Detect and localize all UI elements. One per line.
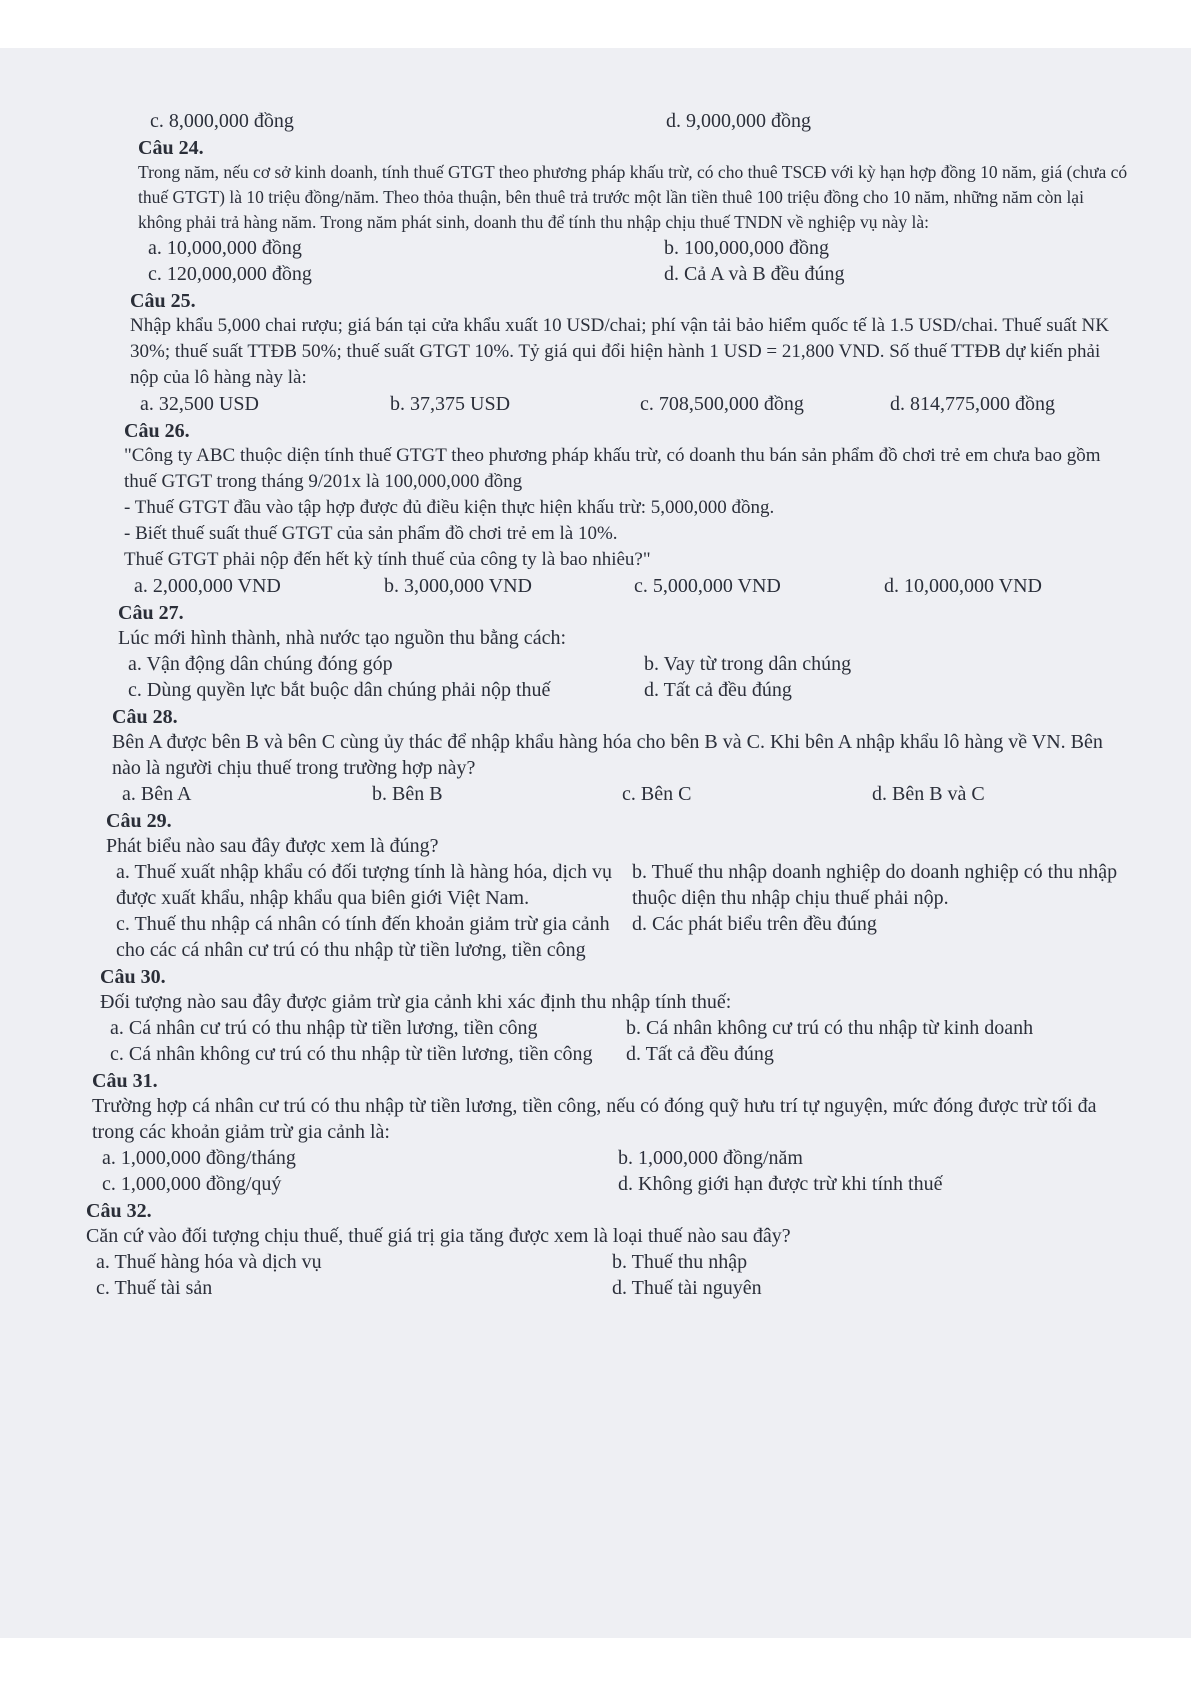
question-title: Câu 31. — [92, 1070, 158, 1092]
option-b: b. Vay từ trong dân chúng — [644, 653, 852, 675]
option-c: c. Dùng quyền lực bắt buộc dân chúng phải nộp thuế — [128, 679, 551, 701]
question-28 — [100, 705, 1130, 807]
question-detail-line: - Thuế GTGT đầu vào tập hợp được đủ điều kiện thực hiện khấu trừ: 5,000,000 đồng. — [124, 497, 775, 518]
options — [130, 391, 1130, 417]
option-c: c. 120,000,000 đồng — [148, 263, 312, 285]
option-b: b. Bên B — [372, 783, 443, 805]
options — [112, 781, 1130, 807]
options — [100, 1015, 1130, 1067]
question-26 — [100, 419, 1130, 599]
options — [92, 1145, 1130, 1197]
question-stem: Bên A được bên B và bên C cùng ủy thác để nhập khẩu hàng hóa cho bên B và C. Khi bên A nhập khẩu lô hàng về VN. Bên nào là người chịu thuế trong trường hợp này? — [112, 731, 1103, 779]
option-a: a. Vận động dân chúng đóng góp — [128, 653, 393, 675]
question-31 — [92, 1069, 1130, 1197]
option-a: a. Cá nhân cư trú có thu nhập từ tiền lương, tiền công — [110, 1017, 538, 1039]
option-d: d. Tất cả đều đúng — [626, 1043, 774, 1065]
option-d: d. Tất cả đều đúng — [644, 679, 792, 701]
option-a: a. Thuế hàng hóa và dịch vụ — [96, 1251, 322, 1273]
question-30 — [100, 965, 1130, 1067]
question-27 — [100, 601, 1130, 703]
option-c: c. Thuế tài sản — [96, 1277, 213, 1299]
options — [106, 859, 1130, 963]
option-b: b. Thuế thu nhập doanh nghiệp do doanh nghiệp có thu nhập thuộc diện thu nhập chịu thuế phải nộp. — [632, 861, 1118, 909]
option-a: a. 2,000,000 VND — [134, 575, 281, 597]
option-b: b. 100,000,000 đồng — [664, 237, 829, 259]
options — [118, 651, 1130, 703]
option-d: d. 9,000,000 đồng — [666, 110, 811, 132]
option-b: b. 3,000,000 VND — [384, 575, 532, 597]
question-32 — [86, 1199, 1130, 1301]
options — [124, 573, 1130, 599]
option-d: d. 814,775,000 đồng — [890, 393, 1055, 415]
question-stem: Đối tượng nào sau đây được giảm trừ gia cảnh khi xác định thu nhập tính thuế: — [100, 991, 732, 1013]
question-29 — [100, 809, 1130, 963]
question-title: Câu 29. — [106, 810, 172, 832]
question-stem: Căn cứ vào đối tượng chịu thuế, thuế giá trị gia tăng được xem là loại thuế nào sau đây? — [86, 1225, 791, 1247]
option-c: c. 5,000,000 VND — [634, 575, 781, 597]
option-b: b. 1,000,000 đồng/năm — [618, 1147, 803, 1169]
question-title: Câu 27. — [118, 602, 184, 624]
question-25 — [100, 289, 1130, 417]
option-c: c. 1,000,000 đồng/quý — [102, 1173, 282, 1195]
option-a: a. 32,500 USD — [140, 393, 259, 415]
question-title: Câu 32. — [86, 1200, 152, 1222]
option-c: c. Thuế thu nhập cá nhân có tính đến khoản giảm trừ gia cảnh cho các cá nhân cư trú có thu nhập từ tiền lương, tiền công — [116, 913, 610, 961]
option-d: d. Bên B và C — [872, 783, 985, 805]
question-title: Câu 25. — [130, 290, 196, 312]
question-stem: Trong năm, nếu cơ sở kinh doanh, tính thuế GTGT theo phương pháp khấu trừ, có cho thuê TSCĐ với kỳ hạn hợp đồng 10 năm, giá (chưa có thuế GTGT) là 10 triệu đồng/năm. Theo thỏa thuận, bên thuê trả trước một lần tiền thuê 100 triệu đồng cho 10 năm, những năm còn lại không phải trả hàng năm. Trong năm phát sinh, doanh thu để tính thu nhập chịu thuế TNDN về nghiệp vụ này là: — [138, 162, 1128, 232]
option-b: b. Thuế thu nhập — [612, 1251, 748, 1273]
option-b: b. Cá nhân không cư trú có thu nhập từ kinh doanh — [626, 1017, 1034, 1039]
question-title: Câu 26. — [124, 420, 190, 442]
exam-page — [0, 48, 1191, 1638]
option-a: a. 10,000,000 đồng — [148, 237, 302, 259]
question-title: Câu 30. — [100, 966, 166, 988]
option-a: a. Thuế xuất nhập khẩu có đối tượng tính là hàng hóa, dịch vụ được xuất khẩu, nhập khẩu qua biên giới Việt Nam. — [116, 861, 612, 909]
question-stem: Trường hợp cá nhân cư trú có thu nhập từ tiền lương, tiền công, nếu có đóng quỹ hưu trí tự nguyện, mức đóng được trừ tối đa trong các khoản giảm trừ gia cảnh là: — [92, 1095, 1097, 1143]
option-c: c. 8,000,000 đồng — [150, 110, 294, 132]
option-d: d. Không giới hạn được trừ khi tính thuế — [618, 1173, 943, 1195]
question-title: Câu 24. — [138, 137, 204, 159]
question-stem: Lúc mới hình thành, nhà nước tạo nguồn thu bằng cách: — [118, 627, 566, 649]
options — [138, 235, 1130, 287]
question-stem: Nhập khẩu 5,000 chai rượu; giá bán tại cửa khẩu xuất 10 USD/chai; phí vận tải bảo hiểm quốc tế là 1.5 USD/chai. Thuế suất NK 30%; thuế suất TTĐB 50%; thuế suất GTGT 10%. Tỷ giá qui đổi hiện hành 1 USD = 21,800 VND. Số thuế TTĐB dự kiến phải nộp của lô hàng này là: — [130, 315, 1110, 388]
option-d: d. Thuế tài nguyên — [612, 1277, 762, 1299]
question-stem: Phát biểu nào sau đây được xem là đúng? — [106, 835, 439, 857]
question-detail-line: Thuế GTGT phải nộp đến hết kỳ tính thuế của công ty là bao nhiêu?" — [124, 549, 651, 570]
question-24 — [100, 136, 1130, 287]
options — [86, 1249, 1130, 1301]
option-c: c. Bên C — [622, 783, 692, 805]
option-c: c. Cá nhân không cư trú có thu nhập từ tiền lương, tiền công — [110, 1043, 593, 1065]
option-a: a. 1,000,000 đồng/tháng — [102, 1147, 296, 1169]
option-b: b. 37,375 USD — [390, 393, 511, 415]
previous-question-options — [100, 108, 1130, 134]
question-detail-line: - Biết thuế suất thuế GTGT của sản phẩm đồ chơi trẻ em là 10%. — [124, 523, 618, 544]
option-c: c. 708,500,000 đồng — [640, 393, 804, 415]
question-title: Câu 28. — [112, 706, 178, 728]
question-stem: "Công ty ABC thuộc diện tính thuế GTGT theo phương pháp khấu trừ, có doanh thu bán sản phẩm đồ chơi trẻ em chưa bao gồm thuế GTGT trong tháng 9/201x là 100,000,000 đồng — [124, 445, 1101, 492]
option-d: d. 10,000,000 VND — [884, 575, 1042, 597]
option-d: d. Cả A và B đều đúng — [664, 263, 845, 285]
option-a: a. Bên A — [122, 783, 192, 805]
option-d: d. Các phát biểu trên đều đúng — [632, 913, 877, 935]
page-content — [86, 108, 1130, 1301]
